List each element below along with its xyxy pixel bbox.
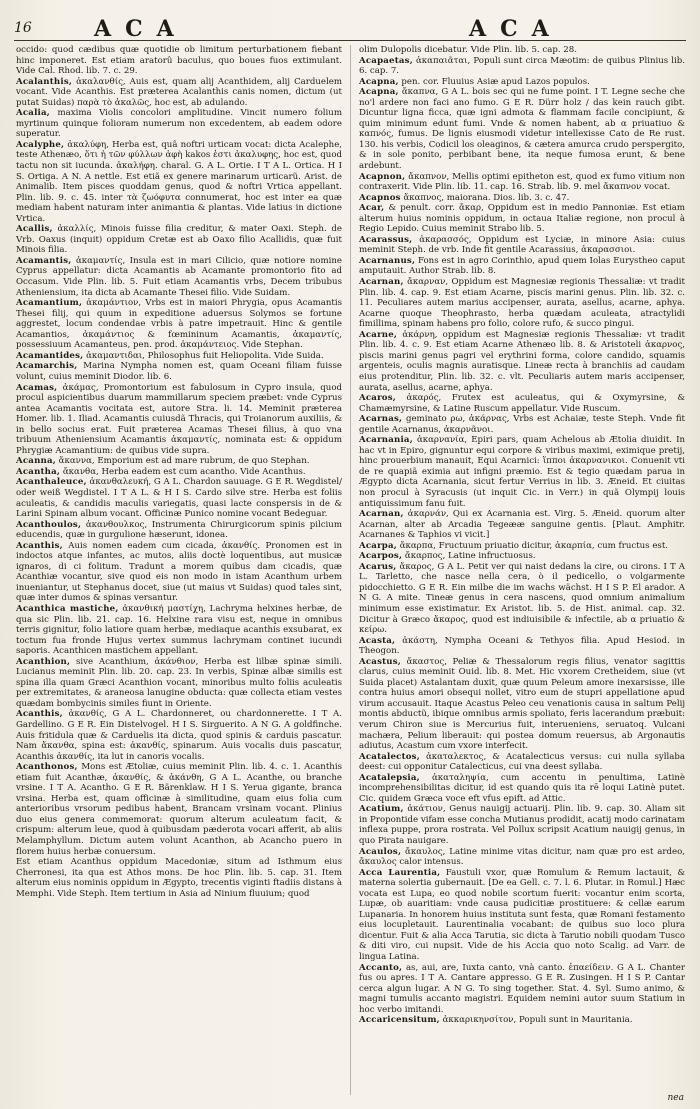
entry-text: Mons est Ætoliæ, cuius meminit Plin. lib. 4. c. 1. Acanthis etiam fuit Acanthæ, ἀκανθίς, & ἀκάνθη, G A L. Acanthe, ou branche vrsine. I T A. Acantho. G E R. Bärenklaw. H I S. Yerua gigante, branca vrsina. Herba est, quam officinæ à similitudine, quam eius folia cum anterioribus vrsorum pedibus habent, Brancam vrsinam vocant. Plinius duo eius genera commemorat: quorum alterum aculeatum facit, & crispum: alterum leue, quod à quibusdam pæderota vocari afferit, ab aliis Melamphyllum. Dictum autem volunt Acanthon, ab Acancho puero in florem huius herbæ conuersum. — [16, 762, 342, 857]
entry-headword: Acallis, — [16, 224, 53, 235]
dictionary-entry — [359, 868, 685, 963]
dictionary-entry — [359, 87, 685, 171]
entry-headword: Acamantis, — [16, 255, 72, 266]
entry-headword: Acapna, — [359, 76, 399, 87]
entry-text: ἀκαμάντιον, Vrbs est in maiori Phrygia, opus Acamantis Thesei filij, qui quum in expeditione aduersus Solymos se fortune aggrestet, locum condendae vrbis à patre impetrauit. Hinc & gentile Acamantios, ἀκαμάντιος & fœmininum Acamantis, ἀκαμαντίς, possessiuum Acamanteus, pen. prod. ἀκαμάντειος. Vide Stephan. — [16, 298, 342, 351]
entry-text: maxima Violis concolori amplitudine. Vincit numero folium myrtinum quinque folioram numerum non excedentem, ab eadem odore superatur. — [16, 108, 342, 140]
dictionary-entry — [16, 857, 342, 899]
dictionary-entry — [359, 414, 685, 435]
entry-text: ἄκαπνον, Mellis optimi epitheton est, quod ex fumo vitium non contraxerit. Vide Plin. lib. 11. cap. 16. Strab. lib. 9. mel ἄκαπνον vocat. — [359, 171, 685, 193]
entry-text: ἀκανθίς, G A L. Chardonneret, ou chardonnerette. I T A. Gardellino. G E R. Ein Distelvogel. H I S. Sirguerito. A N G. A goldfinche. Auis fritidula quæ & Carduelis ita dicta, quod spinis & carduis pascatur. Nam ἄκανθα, spina est: ἀκανθίς, spinarum. Auis vocalis duis pascatur, Acanthis ἀκανθίς, ita lut in canoris vocalis. — [16, 709, 342, 762]
entry-headword: Acanna, — [16, 456, 56, 467]
dictionary-entry — [359, 172, 685, 193]
entry-headword: Acalia, — [16, 108, 50, 119]
entry-headword: Acarpa, — [359, 540, 397, 551]
entry-headword: Acamas, — [16, 382, 58, 393]
entry-text: ἄκαννα, Emporium est ad mare rubrum, de quo Stephan. — [58, 456, 310, 467]
entry-text: ἀκαρνανία, Epiri pars, quam Achelous ab Ætolia diuidit. In hac vt in Epiro, gignuntur equi corpore & viribus maximi, eximique pretij, hinc prouerbium manauit, Equi Acarnici: ἵπποι ἀκαρνανικοι. Conuenit vti de re quapiã eximia aut infigni præmio. Est & tegio quædam parua in Ægypto dicta Acarnania, sicut fertur Verrius in lib. 3. Æneid. Et ciuitas non procul à Syracusis (ut inquit Cic. in Verr.) in quã Olympij louis antiquissimum fanu fuit. — [359, 435, 685, 509]
entry-headword: Acarnas, — [359, 414, 403, 425]
entry-headword: Acamarchis, — [16, 361, 78, 372]
entry-text: ἀκαταληψία, cum accentu in penultima, Latinè incomprehensibilitas dicitur, id est quando quis ita rē loqui Latinè putet. Cic. quidem Græca voce eft vfus epift. ad Attic. — [359, 772, 685, 804]
entry-headword: Acanthis, — [16, 540, 63, 551]
entry-headword: Acastus, — [359, 656, 401, 667]
dictionary-entry — [359, 963, 685, 1016]
dictionary-entry — [359, 277, 685, 330]
entry-headword: Acarus, — [359, 561, 397, 572]
entry-headword: Acarnania, — [359, 435, 413, 446]
entry-text: ἀκκαρικηνσίτον, Populi sunt in Mauritania. — [442, 1015, 633, 1026]
catchword: nea — [667, 1093, 684, 1103]
entry-headword: Acarassus, — [359, 234, 413, 245]
dictionary-entry — [16, 520, 342, 541]
dictionary-entry — [359, 256, 685, 277]
entry-text: ἀκαρασσός, Oppidum est Lyciæ, in minore Asia: cuius meminit Steph. de vrb. Inde fit gentile Acarassius, ἀκαρασσιοι. — [359, 234, 685, 256]
entry-text: ἄκαρπος, Latine infructuosus. — [404, 551, 536, 562]
entry-headword: Acantha, — [16, 466, 61, 477]
header-rule — [14, 40, 686, 41]
dictionary-entry — [16, 256, 342, 298]
entry-text: ἀκάστη, Nympha Oceani & Tethyos filia. Apud Hesiod. in Theogon. — [359, 635, 685, 657]
entry-text: ἄκαπνα, G A L. bois sec qui ne fume point. I T. Legne seche che no'l ardere non faci ano fumo. G E R. Dürr holz / das kein rauch gibt. Dicuntur ligna ficca, quæ igni admota & flammam facile concipiunt, & quim minimum edunt fumi. Vnde & nomen habent, ab α priuatiuo & καπνός, fumus. De lignis eiusmodi videtur intellexisse Cato de Re rust. 130. his verbis, Codicil los oleaginos, & cætera amurca crudo perspergito, & in sole ponito, perbibant bene, ita neque fumosa erunt, & bene ardebunt. — [359, 87, 685, 172]
entry-headword: Acatium, — [359, 804, 404, 815]
entry-text: ἄκαρπα, Fructuum priuatio dicitur, ἀκαρπία, cum fructus est. — [399, 540, 669, 551]
dictionary-entry — [359, 657, 685, 752]
entry-headword: Acapna, — [359, 87, 399, 98]
entry-headword: Acar, — [359, 203, 385, 214]
entry-text: ἄκαρος, G A L. Petit ver qui naist dedans la cire, ou cirons. I T A L. Tarletto, che nasce nella cera, ò il pedicello, o volgarmente pidocchietto. G E R. Ein milbe die im wachs wächst. H I S P. El arador. A N G. A mite. Tineæ genus in cera nascens, quod omnium animalium minimum esse existimatur. Ex Aristot. lib. 5. de Hist. animal. cap. 32. Dicitur à Græco ἄκαρος, quod est indiuisibile & infectile, ab α priuatio & κείρω. — [359, 561, 685, 636]
entry-text: ἀκαλανθίς, Auis est, quam alij Acanthidem, alij Carduelem vocant. Vide Acanthis. Est præterea Acalanthis canis nomen, dictum (ut putat Suidas) παρὰ τὸ ἀκαλῶς, hoc est, ab adulando. — [16, 76, 342, 108]
entry-headword: Acatalectos, — [359, 751, 420, 762]
entry-text: ἀκαμαντίς, Insula est in mari Cilicio, quæ notiore nomine Cyprus appellatur: dicta Acamantis ab Acamante promontorio fito ad Occasum. Vide Plin. lib. 5. Fuit etiam Acamantis vrbs, Decem tribubus Atheniensium, ita dicta ab Acamante Thesei filio. Vide Suidam. — [16, 255, 342, 298]
dictionary-entry — [359, 193, 685, 204]
right-column — [359, 45, 685, 1095]
entry-headword: Acarnan, — [359, 277, 404, 288]
running-head-left: ACA — [94, 16, 188, 42]
entry-text: ἀκάρνη, oppidum est Magnesiæ regionis Thessaliæ: vt tradit Plin. lib. 4. c. 9. Est etiam Acarne Athenæo lib. 8. & Aristoteli ἀκαρνος, piscis marini genus pagri vel erythrini forma, colore candido, squamis argenteis, oculis magnis auratisque. Lineæ recta à branchiis ad caudam eius protenditur, Plin. lib. 32. c. vlt. Peculiaris autem maris accipenser, aurata, asellus, acarne, aphya. — [359, 329, 685, 393]
entry-text: olim Dulopolis dicebatur. Vide Plin. lib. 5. cap. 28. — [359, 45, 577, 55]
dictionary-entry — [16, 541, 342, 604]
entry-headword: Acarne, — [359, 329, 398, 340]
dictionary-entry — [359, 1015, 685, 1026]
dictionary-entry — [359, 435, 685, 509]
entry-headword: Acalyphe, — [16, 139, 65, 150]
entry-text: ἀκαρός, Frutex est aculeatus, qui & Oxymyrsine, & Chamæmyrsine, & Latine Ruscum appellatur. Vide Ruscum. — [359, 393, 685, 414]
entry-text: ἀκανθουλκος, Instrumenta Chirurgicorum spinis pilcium educendis, quæ in gurgulione hæserunt, idonea. — [16, 519, 342, 541]
dictionary-entry — [359, 56, 685, 77]
entry-headword: Acarnanus, — [359, 255, 416, 266]
entry-headword: Acaros, — [359, 393, 396, 404]
entry-headword: Acapnon, — [359, 171, 406, 182]
dictionary-entry — [359, 752, 685, 773]
column-divider — [350, 45, 351, 1095]
dictionary-entry — [359, 804, 685, 846]
entry-headword: Acalanthis, — [16, 76, 73, 87]
dictionary-entry — [359, 562, 685, 636]
entry-text: Est etiam Acanthus oppidum Macedoniæ, situm ad Isthmum eius Cherronesi, ita qua est Athos mons. De hoc Plin. lib. 5. cap. 31. Item alterum eius nominis oppidum in Ægypto, trecentis viginti ftadiis distans à Memphi. Vide Steph. Item tertium in Asia ad Ninium fluuium; quod — [16, 857, 342, 899]
dictionary-entry — [16, 709, 342, 762]
entry-headword: Acarpos, — [359, 551, 403, 562]
page-number: 16 — [14, 20, 32, 36]
entry-text: sive Acanthium, ἀκάνθιον, Herba est lilbæ spinæ simili. Lucianus meminit Plin. lib. 20. cap. 23. In verbis, Spinæ albæ similis est spina illa quam Græci Acanthion vocant, minoribus multo foliis aculeatis per extremitates, & araneosa lanugine obducta: quæ collecta etiam vestes quædam bombycinis similes fiunt in Oriente. — [16, 656, 342, 709]
dictionary-entry — [16, 456, 342, 467]
entry-text: ἀκαπαιᾶται, Populi sunt circa Mæotim: de quibus Plinius lib. 6. cap. 7. — [359, 55, 685, 77]
entry-text: ἀκαλύφη, Herba est, quâ noftri urticam vocat: dicta Acalephe, teste Athenæo, ὅτι ἡ τῶν φύλλων ἁφὴ kakos ἐστι ἀκαλυφης, hoc est, quod tactu non sit iucunda. ἀκαλήφη. charal. G. A L. Ortie. I T A L. Ortica. H I S. Ortiga. A N. A nettle. Est etiã ex genere marinarum urticarũ. Arist. de Animalib. Item pisces quoddam genus, quod & noftri Vrtica appellant. Plin. lib. 9. c. 45. inter τὰ ζωόφυτα connumerat, hoc est inter ea quæ mediam habent naturam inter animantia & plantas. Vide latius in dictione Vrtica. — [16, 139, 342, 224]
dictionary-entry — [16, 467, 342, 478]
dictionary-entry — [16, 477, 342, 519]
dictionary-entry — [16, 108, 342, 140]
dictionary-entry — [359, 551, 685, 562]
entry-text: as, aui, are, Iuxta canto, vnà canto. ἐπαείδειν. G A L. Chanter fus ou apres. I T A. Cantare appresso. G E R. Zusingen. H I S P. Cantar cerca algun lugar. A N G. To sing together. Stat. 4. Syl. Sumo animo, & magni tumulis accanto magistri. Equidem nemini autor suum Statium in hoc verbo imitandi. — [359, 962, 685, 1015]
entry-headword: Accanto, — [359, 962, 403, 973]
dictionary-entry — [16, 77, 342, 109]
entry-headword: Acanthis, — [16, 709, 63, 720]
entry-text: ἄκαστος, Peliæ & Thessalorum regis filius, venator sagittis clarus, cuius meminit Ouid. lib. 8. Met. Hic vxorem Cretheidem, siue (vt Suida placet) Astalantam duxit, quæ quum Peleum amore inexarsisse, ille contra huius amori obsequi nollet, vitro eum de stupri appellatione apud virum accusauit. Itaque Acastus Peleo ceu venationis causa in saltum Pelij montis abductũ, ibique omnibus armis spoliato, feris lacerandum præbuit: verum Chiron siue is Mercurius fuit, interueniens, seruatoq. Vulcani machæra, Pelium liberauit: qui postea domum reuersus, ab Argonautis adiutus, Acastum cum vxore interfecit. — [359, 656, 685, 752]
dictionary-entry — [359, 509, 685, 541]
entry-text: ἀκανθική μαστίχη, Lachryma helxines herbæ, de qua sic Plin. lib. 21. cap. 16. Helxine rara visu est, neque in omnibus terris gignitur, folio latiore quam herbæ, mediaque acanthis exsubarat, ex toctum fua fronde Hujus vertex summus lachrymam continet iucundi saporis. Acanthicen mastichem appellant. — [16, 603, 342, 657]
page-header — [14, 16, 686, 42]
dictionary-entry — [16, 298, 342, 351]
entry-text: ἄκανθα, Herba eadem est cum acantho. Vide Acanthus. — [62, 466, 306, 477]
entry-text: Faustuli vxor, quæ Romulum & Remum lactauit, & materna solertia gubernauit. [De ea Gell. c. 7. l. 6. Plutar. in Romul.] Hæc vocata est Lupa, eo quod nobile scortum fuerit: vocantur enim scorta, Lupæ, ob auaritiam: vnde causa pudicitiæ prostituere: & cellæ earum Lupanaria. In honorem huius instituta sunt festa, quæ Romani festamento eius locupletauit. Laurentinalia vocabant: de quibus suo loco plura dicentur. Fuit & alia Acca Tarutia, sic dicta à Tarutio nobili quodam Tusco & diti viro, cui nupsit. Vide de his Accia quo noto Scalig. ad Varr. de lingua Latina. — [359, 867, 685, 963]
dictionary-entry — [359, 541, 685, 552]
entry-text: ἄκαυλος, Latine minime vitas dicitur, nam quæ pro est ardeo, ἄκαυλος calor intensus. — [359, 846, 685, 868]
dictionary-entry — [359, 393, 685, 414]
entry-headword: Acapnos — [359, 192, 401, 203]
dictionary-entry — [359, 847, 685, 868]
entry-text: ἀκάτιον, Genus nauigij actuarij. Plin. lib. 9. cap. 30. Aliam sit in Propontide vifam esse concha Mutianus prodidit, acatij modo carinatam inflexa puppe, prora rostrata. Vel Pollux scripsit Acatium nauigij genus, in quo Pirata nauigare. — [359, 804, 685, 847]
dictionary-entry — [16, 604, 342, 657]
left-column — [16, 45, 342, 1095]
dictionary-entry — [359, 773, 685, 805]
entry-text: & penult. corr. ἄκαρ, Oppidum est in medio Pannoniæ. Est etiam alterum huius nominis oppidum, in octaua Italiæ regione, non procul à Regio Lepido. Cuius meminit Strabo lib. 5. — [359, 203, 685, 235]
dictionary-entry — [359, 77, 685, 88]
entry-text: ἀκαλλίς, Minois fuisse filia creditur, & mater Oaxi. Steph. de Vrb. Oaxus (inquit) oppidum Cretæ est ab Oaxo filio Acallidis, quæ fuit Minois filia. — [16, 224, 342, 256]
entry-headword: Acanthion, — [16, 656, 71, 667]
entry-text: ἀκαταλεκτος, & Acatalecticus versus: cui nulla syllaba deest: cui opponitur Catalecticus, cui vna deest syllaba. — [359, 751, 685, 773]
entry-headword: Acarnan, — [359, 509, 404, 520]
entry-text: occido: quod cædibus quæ quotidie ob limitum perturbationem fiebant hinc imponeret. Est etiam aratorû baculus, quo boues fuos extimulant. Vide Cal. Rhod. lib. 7. c. 29. — [16, 45, 342, 77]
entry-headword: Acatalepsia, — [359, 772, 420, 783]
entry-text: ἀκαμαντιδαι, Philosophus fuit Heliopolita. Vide Suida. — [86, 350, 324, 361]
dictionary-entry — [16, 224, 342, 256]
entry-text: pen. cor. Fluuius Asiæ apud Lazos populos. — [401, 76, 590, 87]
entry-headword: Acanthica mastiche, — [16, 603, 119, 614]
entry-headword: Acanthoulos, — [16, 519, 82, 530]
dictionary-entry — [359, 235, 685, 256]
entry-text: ἀκάμας, Promontorium est fabulosum in Cypro insula, quod procul aspicientibus duarum mammillarum speciem præbet: vnde Cyprus antea Acamantis vocitata est, autore Stra. li. 14. Meminit præterea Homer. lib. 1. Iliad. Acamantis cuiusdã Thracis, qui Troianorum auxiliis, & in bello socius erat. Fuit præterea Acamas Thesei filius, à quo vna tribuum Atheniensium Acamantis ἀκαμαντίς, nominata est: & oppidum Phrygiæ Acamantium: de quibus vide supra. — [16, 382, 342, 456]
dictionary-entry — [359, 330, 685, 393]
entry-text: Auis nomen eadem cum cicada, ἀκανθίς. Pronomen est in indoctos atque infantes, ac mutos, aliis doctè loquentibus, aut musicæ ignaros, di ci folitum. Tradunt a morem quibus dam cicadis, quæ Acanthiæ vocantur, sive quod eis non modo in istam Acanthum urbem inueniantur, ut Stephanus docet, siue (ut maius vt Suidas) quod tales sint, quæ inter dumos & spinas versantur. — [16, 540, 342, 604]
dictionary-entry — [16, 762, 342, 857]
dictionary-entry — [359, 636, 685, 657]
dictionary-entry — [359, 45, 685, 56]
entry-text: ἀκαρνάν, Qui ex Acarnania est. Virg. 5. Æneid. quorum alter Acarnan, alter ab Arcadia Tegeææ sanguine gentis. [Plaut. Amphitr. Acarnanes & Taphios vi vicit.] — [359, 509, 685, 541]
entry-headword: Acapaetas, — [359, 55, 413, 66]
entry-text: Fons est in agro Corinthio, apud quem Iolas Eurystheo caput amputauit. Author Strab. lib. 8. — [359, 255, 685, 277]
dictionary-entry — [16, 383, 342, 457]
entry-headword: Acamantium, — [16, 298, 83, 309]
entry-text: ἄκαρναν, Oppidum est Magnesiæ regionis Thessaliæ: vt tradit Plin. lib. 4. cap. 9. Est etiam Acarne, piscis marini genus. Plin. lib. 32. c. 11. Peculiares autem marius accipenser, aurata, asellus, acarne, aphya. Acarne quoque Theophrasto, herba quædam aculeata, atractylidi fimillima, spinam habens pro folio, colore rufo, & succo pingui. — [359, 277, 685, 330]
dictionary-entry — [16, 140, 342, 224]
entry-text: geminato ρω, ἀκάρνας, Vrbs est Achaiæ, teste Steph. Vnde fit gentile Acarnanus, ἀκαρνᾶνοι. — [359, 414, 685, 435]
entry-headword: Acasta, — [359, 635, 396, 646]
entry-headword: Acamantides, — [16, 350, 84, 361]
entry-headword: Acaulos, — [359, 846, 402, 857]
running-head-right: ACA — [469, 16, 563, 42]
entry-headword: Acanthonos, — [16, 762, 78, 773]
entry-headword: Acanthaleuce, — [16, 477, 87, 488]
dictionary-entry — [16, 361, 342, 382]
entry-text: Marina Nympha nomen est, quam Oceani filiam fuisse volunt, cuius meminit Diodor. lib. 6. — [16, 361, 342, 382]
entry-text: ἄκαπνος, maiorana. Dios. lib. 3. c. 47. — [403, 192, 570, 203]
dictionary-entry — [359, 203, 685, 235]
entry-headword: Accaricensitum, — [359, 1015, 440, 1026]
dictionary-entry — [16, 351, 342, 362]
entry-text: ἀκανθαλευκή, G A L. Chardon sauuage. G E R. Wegdistel/ oder weiß Wegdistel. I T A L. & H I S. Cardo silve stre. Herba est foliis aculeatis, & candidis maculis variegatis, quasi lacte conspersis in de & Larini Spinam album vocant. Officinæ Punico nomine vocant Bedeguar. — [16, 477, 342, 520]
dictionary-entry — [16, 657, 342, 710]
entry-headword: Acca Laurentia, — [359, 867, 441, 878]
dictionary-entry — [16, 45, 342, 77]
